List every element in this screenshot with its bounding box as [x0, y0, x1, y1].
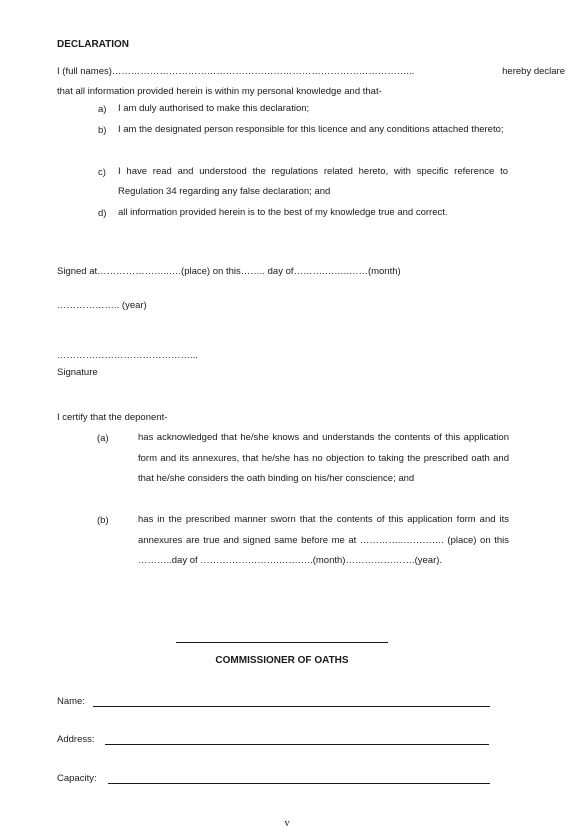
certify-intro: I certify that the deponent- [57, 412, 168, 423]
item-text: I have read and understood the regulations related hereto, with specific reference to Regulation 34 regarding any false declaration; and [118, 166, 508, 197]
capacity-label: Capacity: [57, 773, 97, 784]
item-label: b) [98, 125, 107, 136]
cert-text: has acknowledged that he/she knows and understands the contents of this application form and its annexures, that he/she has no objection to taking the prescribed oath and that he/she considers the oath binding on his/her conscience; and [138, 432, 509, 484]
full-names-line [57, 66, 565, 77]
item-label: a) [98, 104, 107, 115]
signed-at-line: Signed at…………………..….(place) on this…….. day of……….……..……(month) [57, 266, 401, 277]
cert-text: has in the prescribed manner sworn that the contents of this application form and its annexures are true and signed same before me at …………..…………. (place) on this ………..day of …………………….…….….(month)………………….(year). [138, 514, 509, 566]
commissioner-signature-line [176, 642, 388, 643]
cert-label: (a) [97, 433, 109, 444]
declaration-intro: that all information provided herein is within my personal knowledge and that- [57, 86, 382, 97]
hereby-declare-text: hereby declare [502, 66, 565, 77]
address-field[interactable] [105, 744, 489, 745]
item-label: d) [98, 208, 107, 219]
item-text: I am the designated person responsible for this licence and any conditions attached thereto; [118, 124, 504, 135]
year-line: ……………….. (year) [57, 300, 147, 311]
item-text: I am duly authorised to make this declaration; [118, 103, 310, 114]
address-label: Address: [57, 734, 95, 745]
declaration-heading: DECLARATION [57, 39, 130, 50]
name-field[interactable] [93, 706, 490, 707]
name-label: Name: [57, 696, 85, 707]
signature-label: Signature [57, 367, 98, 378]
signature-dots: ……………………………………... [57, 350, 198, 361]
capacity-field[interactable] [108, 783, 490, 784]
full-names-blank: I (full names)…………………………………………………………………………………... [57, 66, 415, 77]
page-number: v [284, 818, 290, 829]
item-label: c) [98, 167, 106, 178]
commissioner-title: COMMISSIONER OF OATHS [215, 655, 349, 666]
cert-label: (b) [97, 515, 109, 526]
item-text: all information provided herein is to the best of my knowledge true and correct. [118, 207, 448, 218]
